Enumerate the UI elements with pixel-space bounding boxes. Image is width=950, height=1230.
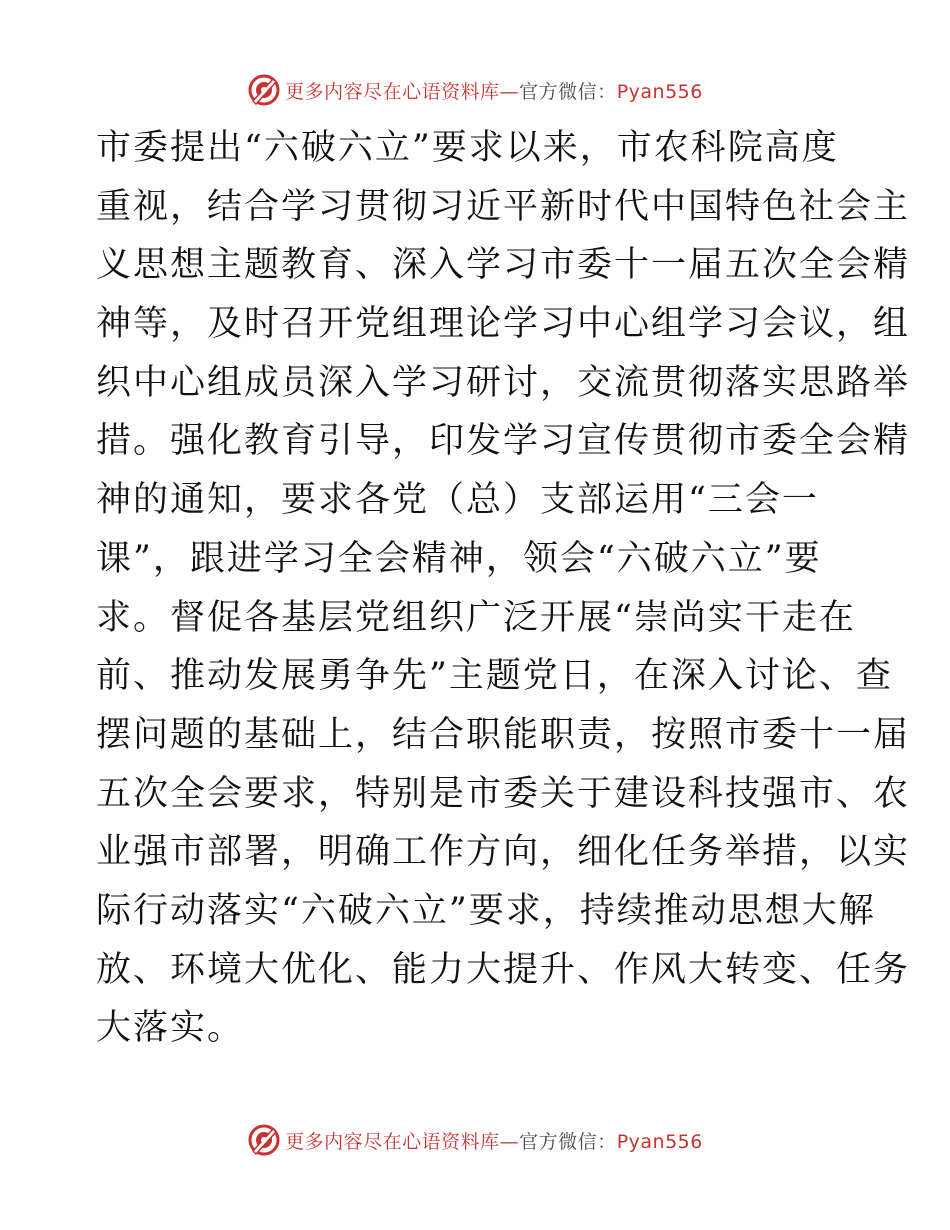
body-line: 织中心组成员深入学习研讨，交流贯彻落实思路举 bbox=[96, 362, 911, 403]
body-line: 大落实。 bbox=[96, 1008, 245, 1049]
watermark-separator: — bbox=[499, 80, 520, 103]
body-line: 重视，结合学习贯彻习近平新时代中国特色社会主 bbox=[96, 186, 911, 227]
watermark-wechat-handle: Pyan556 bbox=[616, 80, 703, 103]
body-line: 神的通知，要求各党（总）支部运用“三会一 bbox=[96, 480, 819, 521]
body-line: 神等，及时召开党组理论学习中心组学习会议，组 bbox=[96, 304, 911, 345]
body-line: 放、环境大优化、能力大提升、作风大转变、任务 bbox=[96, 949, 911, 990]
body-line: 义思想主题教育、深入学习市委十一届五次全会精 bbox=[96, 245, 911, 286]
watermark-wechat-label: 官方微信： bbox=[519, 80, 617, 103]
header-watermark bbox=[0, 70, 950, 110]
body-line: 措。强化教育引导，印发学习宣传贯彻市委全会精 bbox=[96, 421, 911, 462]
body-line: 求。督促各基层党组织广泛开展“崇尚实干走在 bbox=[96, 597, 856, 638]
body-line: 业强市部署，明确工作方向，细化任务举措，以实 bbox=[96, 832, 911, 873]
watermark-separator: — bbox=[499, 1130, 520, 1153]
watermark-brand: 更多内容尽在心语资料库 bbox=[285, 1130, 500, 1153]
body-line: 五次全会要求，特别是市委关于建设科技强市、农 bbox=[96, 773, 911, 814]
body-line: 前、推动发展勇争先”主题党日，在深入讨论、查 bbox=[96, 656, 893, 697]
footer-watermark bbox=[0, 1120, 950, 1160]
watermark-brand: 更多内容尽在心语资料库 bbox=[285, 80, 500, 103]
body-line: 际行动落实“六破六立”要求，持续推动思想大解 bbox=[96, 890, 876, 931]
body-line: 市委提出“六破六立”要求以来，市农科院高度 bbox=[96, 128, 839, 168]
body-line: 摆问题的基础上，结合职能职责，按照市委十一届 bbox=[96, 714, 911, 755]
brand-logo-icon bbox=[247, 73, 281, 107]
document-body bbox=[96, 126, 911, 1065]
watermark-text bbox=[285, 77, 703, 104]
watermark-wechat-handle: Pyan556 bbox=[616, 1130, 703, 1153]
watermark-text bbox=[285, 1127, 703, 1154]
body-line: 课”，跟进学习全会精神，领会“六破六立”要 bbox=[96, 538, 822, 579]
brand-logo-icon bbox=[247, 1123, 281, 1157]
watermark-wechat-label: 官方微信： bbox=[519, 1130, 617, 1153]
